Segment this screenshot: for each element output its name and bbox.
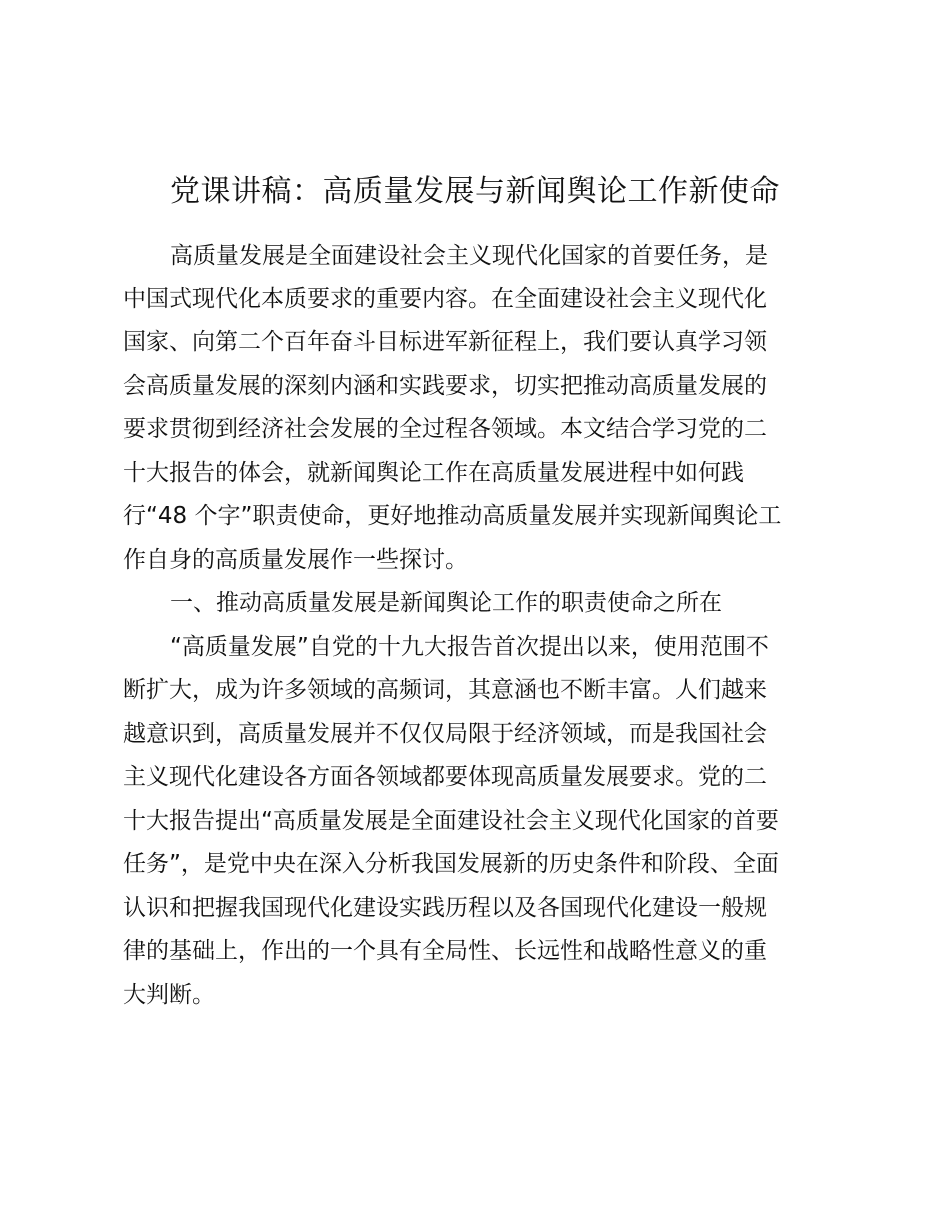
paragraph-2-line-3: 越意识到，高质量发展并不仅仅局限于经济领域，而是我国社会 bbox=[123, 721, 767, 747]
paragraph-1-line-5: 要求贯彻到经济社会发展的全过程各领域。本文结合学习党的二 bbox=[123, 416, 767, 442]
section-heading-1: 一、推动高质量发展是新闻舆论工作的职责使命之所在 bbox=[170, 590, 722, 616]
paragraph-1-line-2: 中国式现代化本质要求的重要内容。在全面建设社会主义现代化 bbox=[123, 286, 767, 312]
document-title: 党课讲稿：高质量发展与新闻舆论工作新使命 bbox=[170, 174, 780, 209]
paragraph-1-line-1: 高质量发展是全面建设社会主义现代化国家的首要任务，是 bbox=[170, 243, 768, 269]
paragraph-2-line-9: 大判断。 bbox=[123, 982, 215, 1008]
paragraph-2-line-6: 任务”，是党中央在深入分析我国发展新的历史条件和阶段、全面 bbox=[123, 851, 779, 877]
paragraph-1-line-8: 作自身的高质量发展作一些探讨。 bbox=[123, 547, 468, 573]
paragraph-2-line-2: 断扩大，成为许多领域的高频词，其意涵也不断丰富。人们越来 bbox=[123, 677, 767, 703]
paragraph-2-line-8: 律的基础上，作出的一个具有全局性、长远性和战略性意义的重 bbox=[123, 938, 767, 964]
paragraph-2-line-1: “高质量发展”自党的十九大报告首次提出以来，使用范围不 bbox=[170, 634, 769, 660]
paragraph-1-line-7: 行“48 个字”职责使命，更好地推动高质量发展并实现新闻舆论工 bbox=[123, 503, 782, 529]
paragraph-2-line-5: 十大报告提出“高质量发展是全面建设社会主义现代化国家的首要 bbox=[123, 808, 779, 834]
paragraph-1-line-4: 会高质量发展的深刻内涵和实践要求，切实把推动高质量发展的 bbox=[123, 373, 767, 399]
paragraph-1-line-6: 十大报告的体会，就新闻舆论工作在高质量发展进程中如何践 bbox=[123, 460, 744, 486]
paragraph-2-line-7: 认识和把握我国现代化建设实践历程以及各国现代化建设一般规 bbox=[123, 895, 767, 921]
paragraph-2-line-4: 主义现代化建设各方面各领域都要体现高质量发展要求。党的二 bbox=[123, 764, 767, 790]
paragraph-1-line-3: 国家、向第二个百年奋斗目标进军新征程上，我们要认真学习领 bbox=[123, 329, 767, 355]
